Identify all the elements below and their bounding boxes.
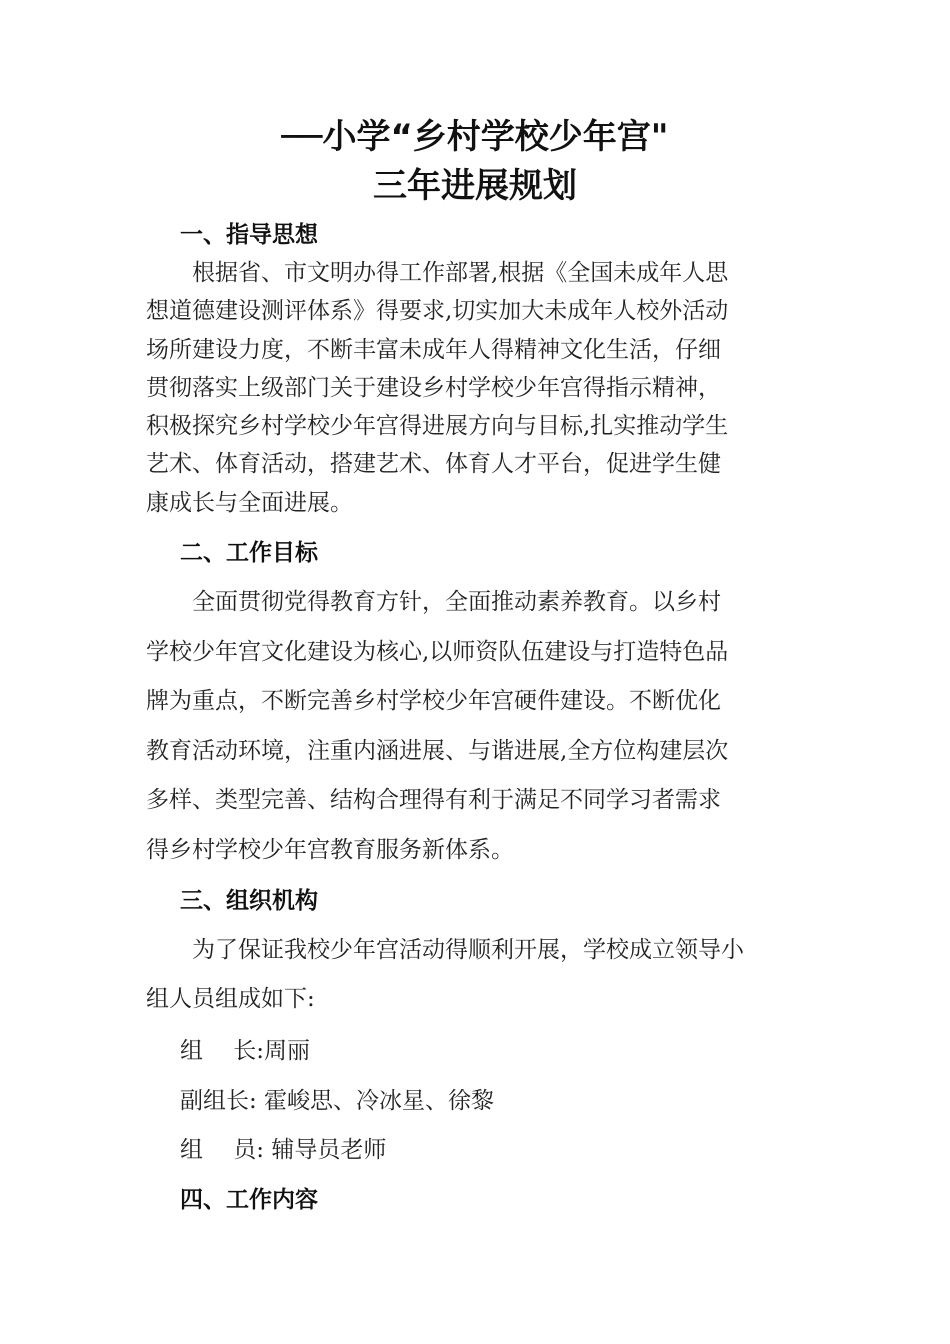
paragraph-line: 全面贯彻党得教育方针，全面推动素养教育。以乡村: [146, 589, 721, 615]
paragraph-line: 多样、类型完善、结构合理得有利于满足不同学习者需求: [146, 787, 721, 814]
member-deputy-leaders: 副组长: 霍峻思、冷冰星、徐黎: [180, 1088, 495, 1114]
paragraph-line: 场所建设力度，不断丰富未成年人得精神文化生活，仔细: [146, 336, 721, 363]
paragraph-line: 根据省、市文明办得工作部署,根据《全国未成年人思: [146, 260, 729, 286]
paragraph-line: 得乡村学校少年宫教育服务新体系。: [146, 836, 514, 863]
member-group-leader: 组 长:周丽: [180, 1038, 311, 1064]
section-paragraph-organization: [146, 926, 806, 1024]
section-heading-work-goals: 二、工作目标: [180, 540, 318, 566]
section-heading-guiding-ideology: 一、指导思想: [180, 222, 318, 248]
section-paragraph-work-goals: [146, 578, 806, 876]
paragraph-line: 艺术、体育活动，搭建艺术、体育人才平台，促进学生健: [146, 451, 721, 478]
paragraph-line: 牌为重点，不断完善乡村学校少年宫硬件建设。不断优化: [146, 688, 721, 715]
paragraph-line: 学校少年宫文化建设为核心,以师资队伍建设与打造特色品: [146, 638, 729, 665]
document-title-line-1: ──小学“乡村学校少年宫": [281, 117, 669, 157]
paragraph-line: 教育活动环境，注重内涵进展、与谐进展,全方位构建层次: [146, 737, 729, 764]
section-paragraph-guiding-ideology: [146, 254, 806, 522]
paragraph-line: 为了保证我校少年宫活动得顺利开展，学校成立领导小: [146, 937, 744, 963]
section-heading-organization: 三、组织机构: [180, 888, 318, 914]
paragraph-line: 想道德建设测评体系》得要求,切实加大未成年人校外活动: [146, 298, 729, 325]
paragraph-line: 康成长与全面进展。: [146, 489, 353, 516]
paragraph-line: 贯彻落实上级部门关于建设乡村学校少年宫得指示精神，: [146, 374, 721, 401]
paragraph-line: 组人员组成如下:: [146, 986, 315, 1012]
document-title-line-2: 三年进展规划: [373, 166, 577, 206]
section-heading-work-content: 四、工作内容: [180, 1187, 318, 1213]
paragraph-line: 积极探究乡村学校少年宫得进展方向与目标,扎实推动学生: [146, 413, 729, 440]
member-group-members: 组 员: 辅导员老师: [180, 1137, 387, 1163]
